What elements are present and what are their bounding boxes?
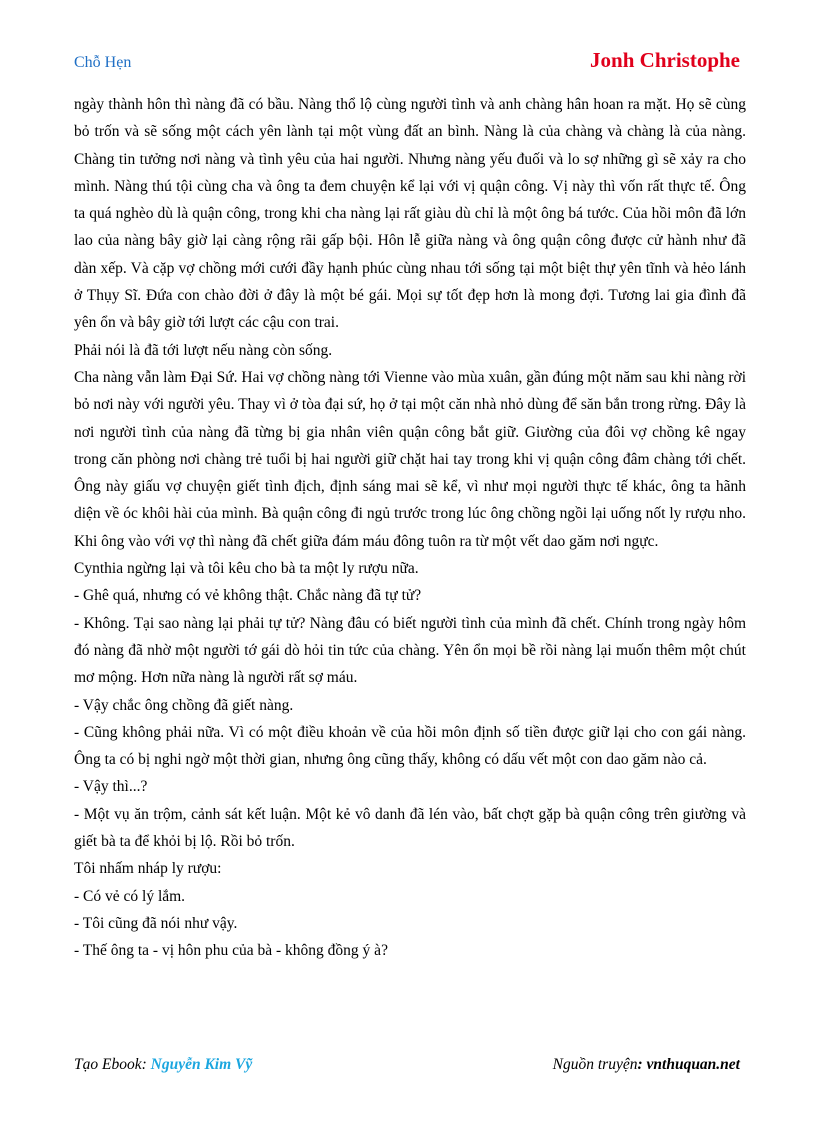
paragraph: - Vậy chắc ông chồng đã giết nàng. [74, 696, 294, 714]
ebook-credit [74, 1056, 252, 1074]
ebook-label: Tạo Ebook [74, 1056, 142, 1073]
ebook-separator: : [141, 1056, 151, 1073]
paragraph: - Có vẻ có lý lắm. [74, 887, 186, 905]
paragraph: Cha nàng vẫn làm Đại Sứ. Hai vợ chồng nàng tới Vienne vào mùa xuân, gần đúng một năm sau khi nàng rời bỏ nơi này với người yêu. Thay vì ở tòa đại sứ, họ ở tại một căn nhà nhỏ dùng để săn bắn trong rừng. Đây là nơi người tình của nàng đã từng bị gia nhân viên quận công bắt giữ. Giường của đôi vợ chồng kê ngay trong căn phòng nơi chàng trẻ tuổi bị hai người giữ chặt hai tay trong khi vị quận công đâm chàng tới chết. Ông này giấu vợ chuyện giết tình địch, định sáng mai sẽ kể, vì như mọi người thực tế khác, ông ta hãnh diện về óc khôi hài của mình. Bà quận công đi ngủ trước trong lúc ông chồng ngồi lại uống nốt ly rượu nho. Khi ông vào với vợ thì nàng đã chết giữa đám máu đông tuôn ra từ một vết dao găm nơi ngực. [74, 368, 746, 550]
paragraph: - Thế ông ta - vị hôn phu của bà - không đồng ý à? [74, 942, 388, 960]
page-header [74, 48, 740, 78]
paragraph: ngày thành hôn thì nàng đã có bầu. Nàng thổ lộ cùng người tình và anh chàng hân hoan ra mặt. Họ sẽ cùng bỏ trốn và sẽ sống một cách yên lành tại một vùng đất an bình. Nàng là của chàng và chàng là của nàng. Chàng tin tưởng nơi nàng và tình yêu của hai người. Nhưng nàng yếu đuối và lo sợ những gì sẽ xảy ra cho mình. Nàng thú tội cùng cha và ông ta đem chuyện kể lại với vị quận công. Vị này thì vốn rất thực tế. Ông ta quá nghèo dù là quận công, trong khi cha nàng lại rất giàu dù chỉ là một ông bá tước. Của hồi môn đã lớn lao của nàng bây giờ lại càng rộng rãi gấp bội. Hôn lễ giữa nàng và ông quận công được cử hành như đã dàn xếp. Và cặp vợ chồng mới cưới đầy hạnh phúc cùng nhau tới sống tại một biệt thự yên tĩnh và hẻo lánh ở Thụy Sĩ. Đứa con chào đời ở đây là một bé gái. Mọi sự tốt đẹp hơn là mong đợi. Tương lai gia đình đã yên ổn và bây giờ tới lượt các cậu con trai. [74, 96, 746, 332]
page-footer [74, 1056, 740, 1076]
paragraph: Tôi nhấm nháp ly rượu: [74, 860, 222, 878]
page-body [74, 91, 746, 965]
paragraph: - Tôi cũng đã nói như vậy. [74, 914, 238, 932]
paragraph: Phải nói là đã tới lượt nếu nàng còn sống. [74, 341, 333, 359]
paragraph: Cynthia ngừng lại và tôi kêu cho bà ta một ly rượu nữa. [74, 560, 419, 578]
source-credit [553, 1056, 740, 1074]
source-site: vnthuquan.net [646, 1056, 740, 1073]
paragraph: - Vậy thì...? [74, 778, 148, 796]
ebook-creator-name: Nguyễn Kim Vỹ [150, 1056, 253, 1073]
paragraph: - Cũng không phải nữa. Vì có một điều khoản về của hồi môn định số tiền được giữ lại cho con gái nàng. Ông ta có bị nghi ngờ một thời gian, nhưng ông cũng thấy, không có dấu vết một con dao găm nào cả. [74, 723, 746, 769]
book-title: Chỗ Hẹn [74, 54, 132, 71]
source-separator: : [637, 1056, 647, 1073]
paragraph: - Không. Tại sao nàng lại phải tự tử? Nàng đâu có biết người tình của mình đã chết. Chính trong ngày hôm đó nàng đã nhờ một người tớ gái dò hỏi tin tức của chàng. Yên ổn mọi bề rồi nàng lại muốn thêm một chút mơ mộng. Hơn nữa nàng là người rất sợ máu. [74, 614, 746, 687]
paragraph: - Một vụ ăn trộm, cảnh sát kết luận. Một kẻ vô danh đã lén vào, bất chợt gặp bà quận công trên giường và giết bà ta để khỏi bị lộ. Rồi bỏ trốn. [74, 805, 746, 851]
paragraph: - Ghê quá, nhưng có vẻ không thật. Chắc nàng đã tự tử? [74, 587, 422, 605]
author-name: Jonh Christophe [590, 48, 740, 72]
source-label: Nguồn truyện [552, 1056, 638, 1073]
